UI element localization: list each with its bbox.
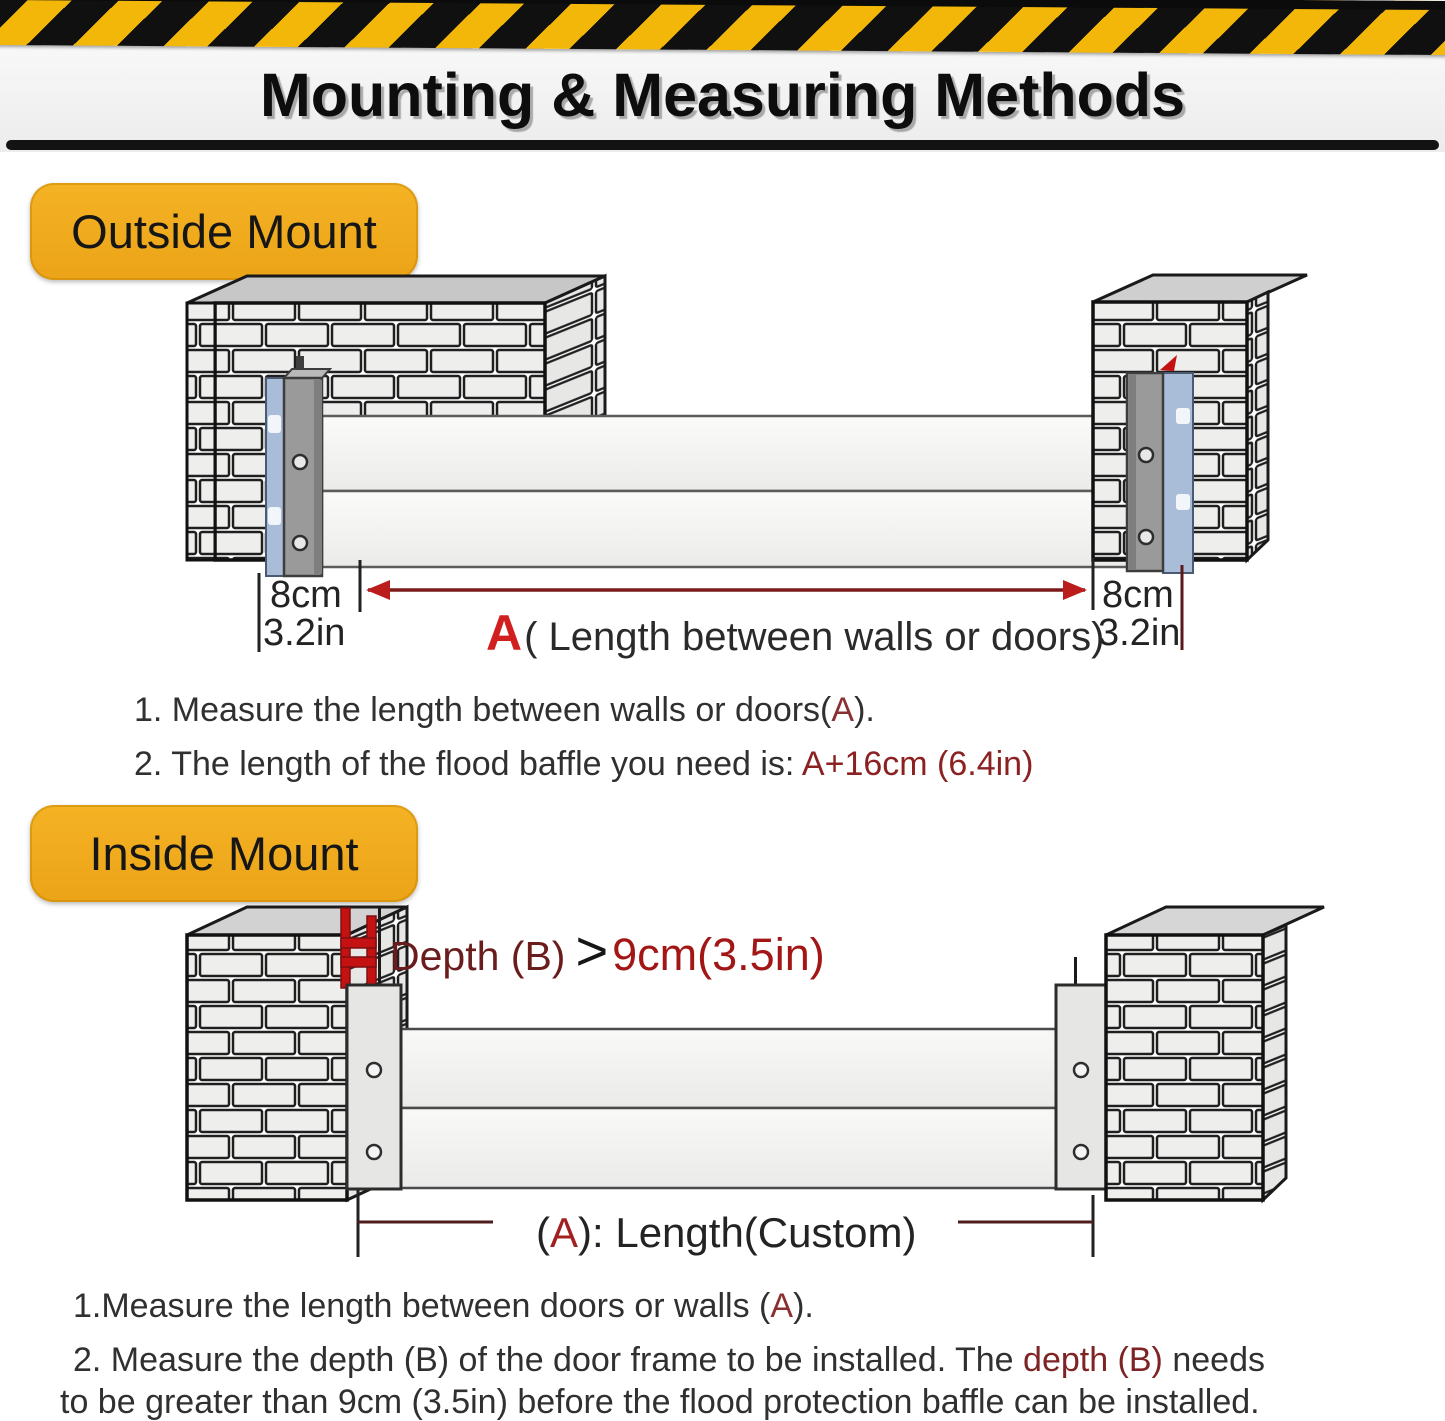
inside-mount-badge-label: Inside Mount	[89, 827, 359, 880]
screw-hole	[293, 455, 307, 469]
seal-strip	[1163, 373, 1193, 573]
outside-right-pillar	[1093, 275, 1307, 560]
seal-strip	[266, 378, 284, 576]
inside-mount-notes	[60, 1286, 1405, 1421]
hazard-stripes	[0, 0, 1445, 55]
depth-b-label: Depth (B) >9cm(3.5in)	[390, 919, 825, 982]
outside-note-1: 1. Measure the length between walls or doors(A).	[134, 691, 875, 729]
screw-hole	[1139, 448, 1153, 462]
inside-mount-diagram	[0, 900, 1445, 1295]
outside-mount-badge	[30, 183, 418, 280]
screw-hole	[367, 1063, 381, 1077]
left-gap-in-label: 3.2in	[263, 612, 346, 654]
inside-right-pillar	[1106, 907, 1324, 1200]
inside-right-bracket	[1056, 957, 1106, 1189]
anchor-pin	[1074, 957, 1077, 985]
outside-left-bracket	[266, 356, 330, 576]
banner-divider	[6, 140, 1439, 150]
outside-right-bracket	[1127, 355, 1193, 573]
right-gap-in-label: 3.2in	[1098, 612, 1181, 654]
length-custom-label: (A): Length(Custom)	[536, 1209, 917, 1256]
page-title: Mounting & Measuring Methods	[259, 61, 1186, 129]
inside-mount-badge	[30, 805, 418, 902]
arrowhead-left	[366, 580, 390, 600]
inside-left-bracket	[347, 985, 401, 1189]
inside-note-1: 1.Measure the length between doors or walls (A).	[73, 1287, 814, 1325]
length-a-label: A( Length between walls or doors)	[486, 605, 1105, 661]
outside-mount-notes	[134, 692, 1033, 801]
screw-hole	[1074, 1145, 1088, 1159]
screw-hole	[1074, 1063, 1088, 1077]
screw-hole	[1139, 530, 1153, 544]
outside-mount-diagram	[0, 270, 1445, 690]
arrowhead-right	[1063, 580, 1087, 600]
screw-hole	[293, 536, 307, 550]
outside-note-2: 2. The length of the flood baffle you need is: A+16cm (6.4in)	[134, 745, 1034, 784]
inside-flood-barrier-panels	[401, 1029, 1060, 1188]
screw-hole	[367, 1145, 381, 1159]
inside-note-2: 2. Measure the depth (B) of the door frame to be installed. The depth (B) needs to be greater than 9cm (3.5in) before the flood protection baffle can be installed.	[60, 1341, 1265, 1421]
banner	[0, 0, 1445, 152]
right-gap-cm-label: 8cm	[1102, 574, 1174, 616]
outside-flood-barrier-panels	[322, 416, 1129, 567]
left-gap-cm-label: 8cm	[270, 574, 342, 616]
outside-mount-badge-label: Outside Mount	[71, 205, 377, 258]
